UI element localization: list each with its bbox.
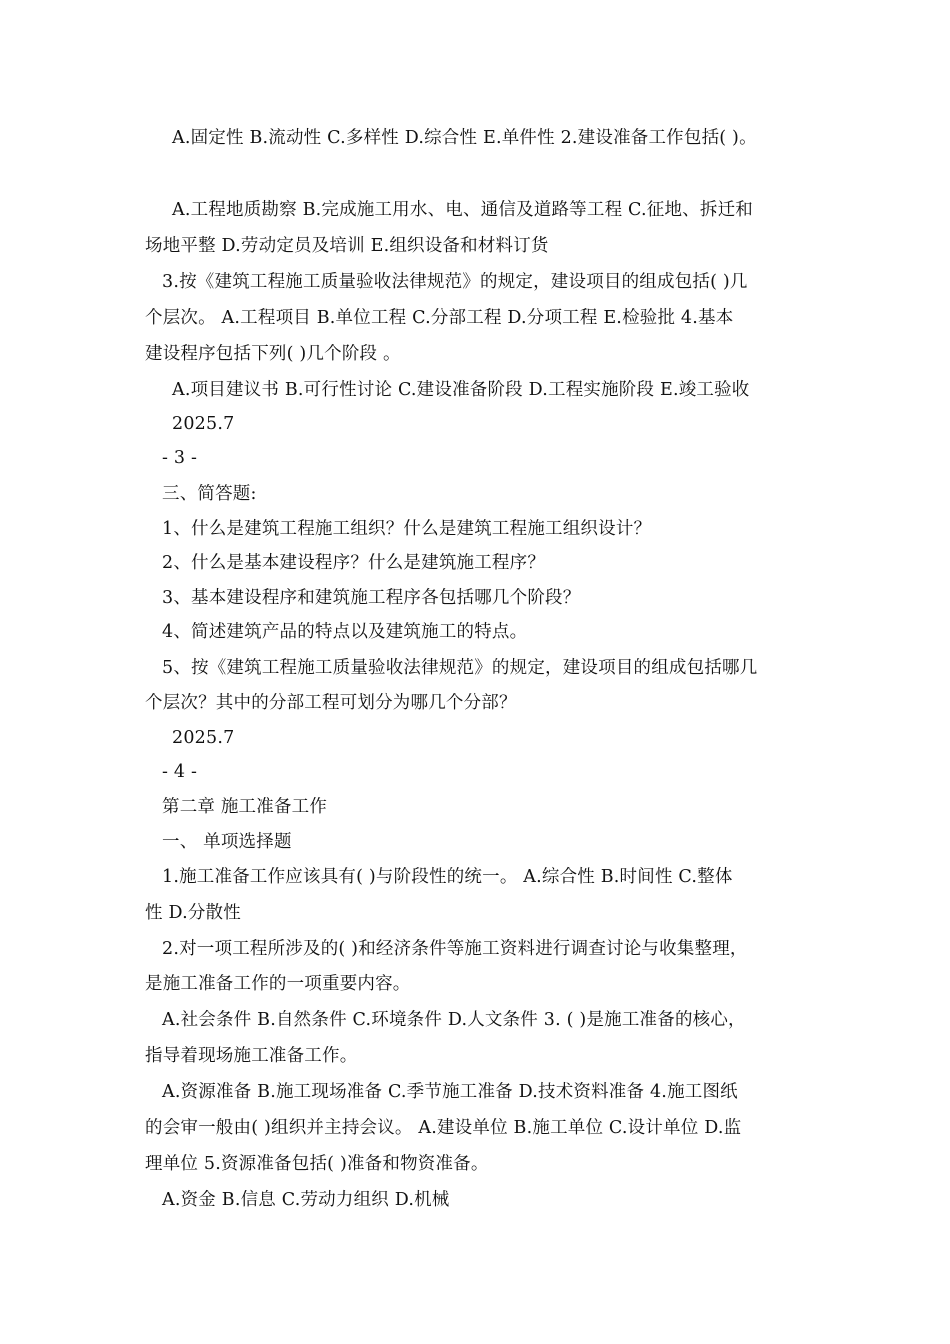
text-line: 理单位 5.资源准备包括( )准备和物资准备。 — [145, 1154, 489, 1174]
text-line: A.工程地质勘察 B.完成施工用水、电、通信及道路等工程 C.征地、拆迁和 — [172, 200, 753, 220]
question-item: 4、简述建筑产品的特点以及建筑施工的特点。 — [162, 622, 528, 642]
text-line: 指导着现场施工准备工作。 — [145, 1046, 358, 1066]
text-line: A.社会条件 B.自然条件 C.环境条件 D.人文条件 3. ( )是施工准备的核心， — [162, 1010, 746, 1030]
question-item: 5、按《建筑工程施工质量验收法律规范》的规定，建设项目的组成包括哪几 — [162, 658, 758, 678]
text-line: A.资金 B.信息 C.劳动力组织 D.机械 — [162, 1190, 450, 1210]
page-date: 2025.7 — [172, 728, 235, 748]
text-line: 的会审一般由( )组织并主持会议。 A.建设单位 B.施工单位 C.设计单位 D.监 — [145, 1118, 742, 1138]
text-line: 场地平整 D.劳动定员及培训 E.组织设备和材料订货 — [145, 236, 549, 256]
page-number: - 4 - — [162, 762, 198, 782]
page-date: 2025.7 — [172, 414, 235, 434]
question-item: 1、什么是建筑工程施工组织？什么是建筑工程施工组织设计？ — [162, 519, 652, 539]
text-line: A.固定性 B.流动性 C.多样性 D.综合性 E.单件性 2.建设准备工作包括( )。 — [172, 128, 757, 148]
text-line: A.资源准备 B.施工现场准备 C.季节施工准备 D.技术资料准备 4.施工图纸 — [162, 1082, 738, 1102]
text-line: 性 D.分散性 — [145, 903, 241, 923]
page-number: - 3 - — [162, 448, 198, 468]
text-line: 是施工准备工作的一项重要内容。 — [145, 974, 411, 994]
text-line: A.项目建议书 B.可行性讨论 C.建设准备阶段 D.工程实施阶段 E.竣工验收 — [172, 380, 750, 400]
section-heading: 一、 单项选择题 — [162, 832, 292, 852]
question-item: 2、什么是基本建设程序？什么是建筑施工程序？ — [162, 553, 546, 573]
text-line: 建设程序包括下列( )几个阶段 。 — [145, 344, 401, 364]
text-line: 3.按《建筑工程施工质量验收法律规范》的规定，建设项目的组成包括( )几 — [162, 272, 748, 292]
text-line: 1.施工准备工作应该具有( )与阶段性的统一。 A.综合性 B.时间性 C.整体 — [162, 867, 733, 887]
text-line: 2.对一项工程所涉及的( )和经济条件等施工资料进行调查讨论与收集整理， — [162, 939, 748, 959]
section-heading: 三、简答题: — [162, 484, 257, 504]
text-line: 个层次。 A.工程项目 B.单位工程 C.分部工程 D.分项工程 E.检验批 4.基本 — [145, 308, 734, 328]
text-line: 个层次？其中的分部工程可划分为哪几个分部？ — [145, 693, 517, 713]
chapter-title: 第二章 施工准备工作 — [162, 797, 328, 817]
question-item: 3、基本建设程序和建筑施工程序各包括哪几个阶段？ — [162, 588, 581, 608]
